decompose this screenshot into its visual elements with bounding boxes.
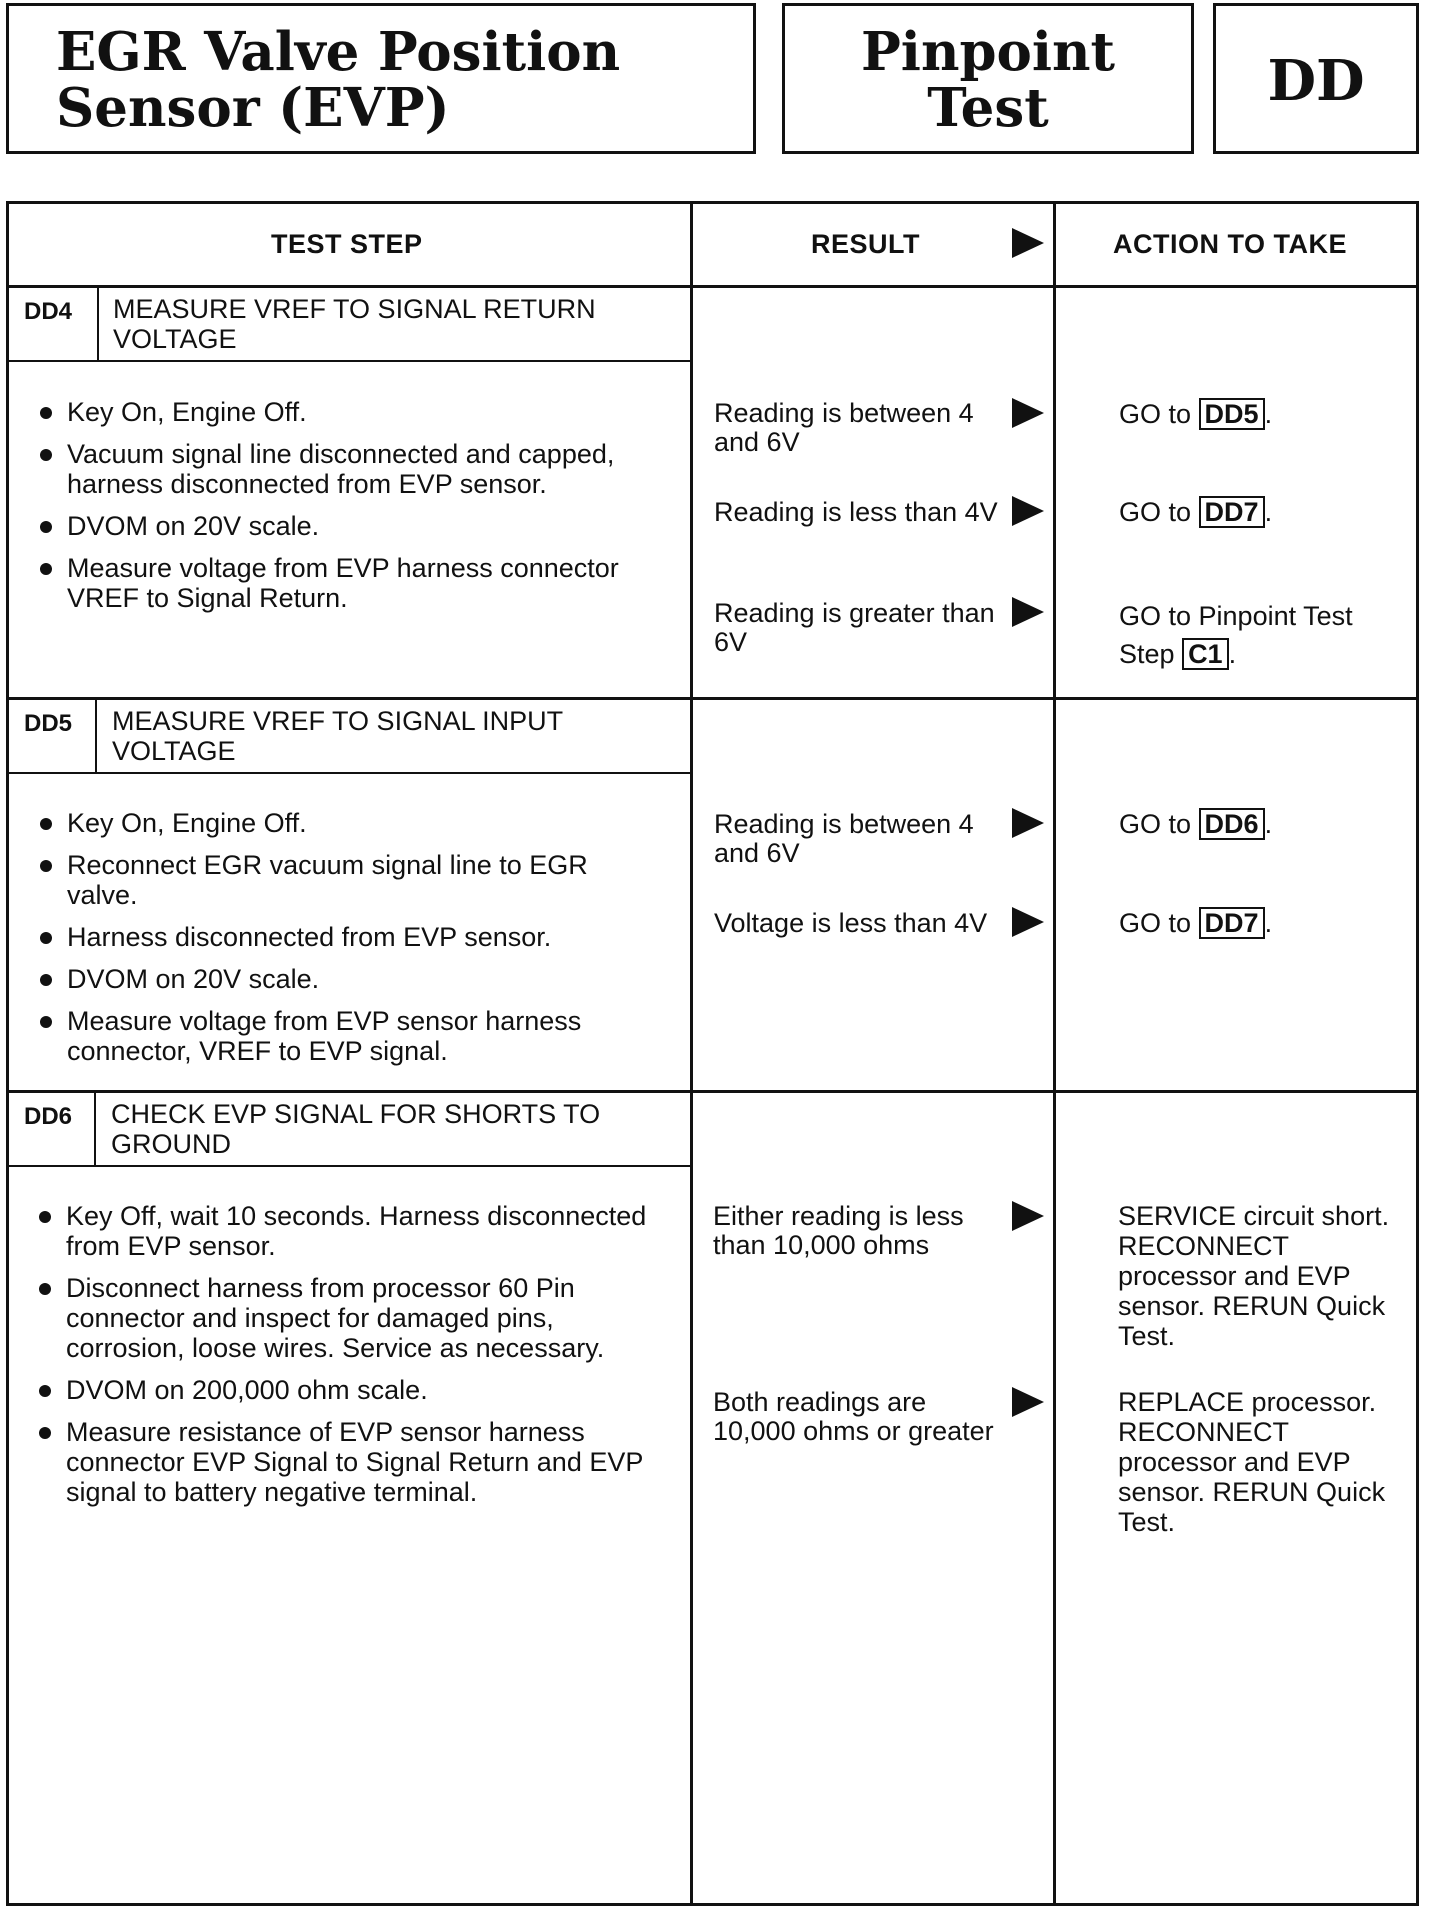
step-id-separator — [97, 288, 99, 362]
result-text: Voltage is less than 4V — [714, 908, 988, 938]
instruction-item: Measure resistance of EVP sensor harness connector EVP Signal to Signal Return and EVP signal to battery negative terminal. — [36, 1417, 676, 1507]
test-code: DD — [1267, 48, 1365, 114]
result-text: Reading is between 4 and 6V — [714, 398, 974, 457]
instruction-item: DVOM on 200,000 ohm scale. — [36, 1375, 676, 1405]
result-text: Reading is between 4 and 6V — [714, 809, 974, 868]
step-reference-c1: C1 — [1182, 638, 1229, 670]
column-header-result: RESULT — [811, 229, 920, 259]
action-text: GO to DD7 . — [1119, 908, 1273, 938]
result-text: Either reading is less than 10,000 ohms — [713, 1201, 964, 1260]
action-text: GO to Pinpoint Test Step C1 . — [1119, 601, 1353, 669]
action-text: GO to DD5 . — [1119, 399, 1273, 429]
result-arrow-icon — [1012, 597, 1044, 627]
header-rule — [9, 285, 1416, 288]
action-text: REPLACE processor. RECONNECT processor and EVP sensor. RERUN Quick Test. — [1118, 1387, 1386, 1537]
step-id: DD5 — [24, 710, 73, 737]
step-divider — [9, 1090, 1416, 1093]
procedure-title-box — [6, 3, 756, 154]
instruction-item: Measure voltage from EVP sensor harness connector, VREF to EVP signal. — [37, 1006, 657, 1066]
step-instructions — [37, 808, 657, 1078]
test-type-box — [782, 3, 1194, 154]
result-arrow-icon — [1012, 398, 1044, 428]
result-arrow-icon — [1012, 907, 1044, 937]
step-reference-dd7: DD7 — [1199, 496, 1265, 528]
step-id: DD6 — [24, 1103, 73, 1130]
step-title: MEASURE VREF TO SIGNAL INPUT VOLTAGE — [112, 706, 564, 766]
action-text: GO to DD7 . — [1119, 497, 1273, 527]
column-divider — [690, 204, 693, 1903]
instruction-item: Key Off, wait 10 seconds. Harness disconnected from EVP sensor. — [36, 1201, 676, 1261]
column-divider — [1053, 204, 1056, 1903]
instruction-item: Harness disconnected from EVP sensor. — [37, 922, 657, 952]
instruction-item: Vacuum signal line disconnected and capped, harness disconnected from EVP sensor. — [37, 439, 672, 499]
step-reference-dd7: DD7 — [1199, 907, 1265, 939]
action-text: SERVICE circuit short. RECONNECT processor and EVP sensor. RERUN Quick Test. — [1118, 1201, 1390, 1351]
instruction-item: DVOM on 20V scale. — [37, 511, 672, 541]
step-id: DD4 — [24, 298, 73, 325]
step-title-rule — [9, 360, 690, 362]
step-title: CHECK EVP SIGNAL FOR SHORTS TO GROUND — [111, 1099, 601, 1159]
step-reference-dd6: DD6 — [1199, 808, 1265, 840]
step-title: MEASURE VREF TO SIGNAL RETURN VOLTAGE — [113, 294, 596, 354]
step-instructions — [37, 397, 672, 625]
result-text: Reading is less than 4V — [714, 497, 998, 527]
instruction-item: Key On, Engine Off. — [37, 808, 657, 838]
test-code-box — [1213, 3, 1419, 154]
column-header-test-step: TEST STEP — [271, 229, 423, 259]
step-reference-dd5: DD5 — [1199, 398, 1265, 430]
result-arrow-icon — [1012, 1387, 1044, 1417]
column-header-action: ACTION TO TAKE — [1113, 229, 1347, 259]
result-arrow-icon — [1012, 228, 1044, 258]
result-arrow-icon — [1012, 1201, 1044, 1231]
step-divider — [9, 697, 1416, 700]
test-type: Pinpoint Test — [860, 21, 1116, 139]
instruction-item: DVOM on 20V scale. — [37, 964, 657, 994]
result-arrow-icon — [1012, 808, 1044, 838]
step-id-separator — [95, 700, 97, 774]
instruction-item: Measure voltage from EVP harness connector VREF to Signal Return. — [37, 553, 672, 613]
procedure-title: EGR Valve Position Sensor (EVP) — [56, 21, 621, 139]
result-arrow-icon — [1012, 496, 1044, 526]
step-title-rule — [9, 772, 690, 774]
step-id-separator — [94, 1093, 96, 1167]
step-instructions — [36, 1201, 676, 1519]
action-text: GO to DD6 . — [1119, 809, 1273, 839]
instruction-item: Disconnect harness from processor 60 Pin connector and inspect for damaged pins, corrosion, loose wires. Service as necessary. — [36, 1273, 676, 1363]
instruction-item: Key On, Engine Off. — [37, 397, 672, 427]
result-text: Reading is greater than 6V — [714, 598, 995, 657]
result-text: Both readings are 10,000 ohms or greater — [713, 1387, 994, 1446]
pinpoint-test-table — [6, 201, 1419, 1906]
instruction-item: Reconnect EGR vacuum signal line to EGR valve. — [37, 850, 657, 910]
step-title-rule — [9, 1165, 690, 1167]
